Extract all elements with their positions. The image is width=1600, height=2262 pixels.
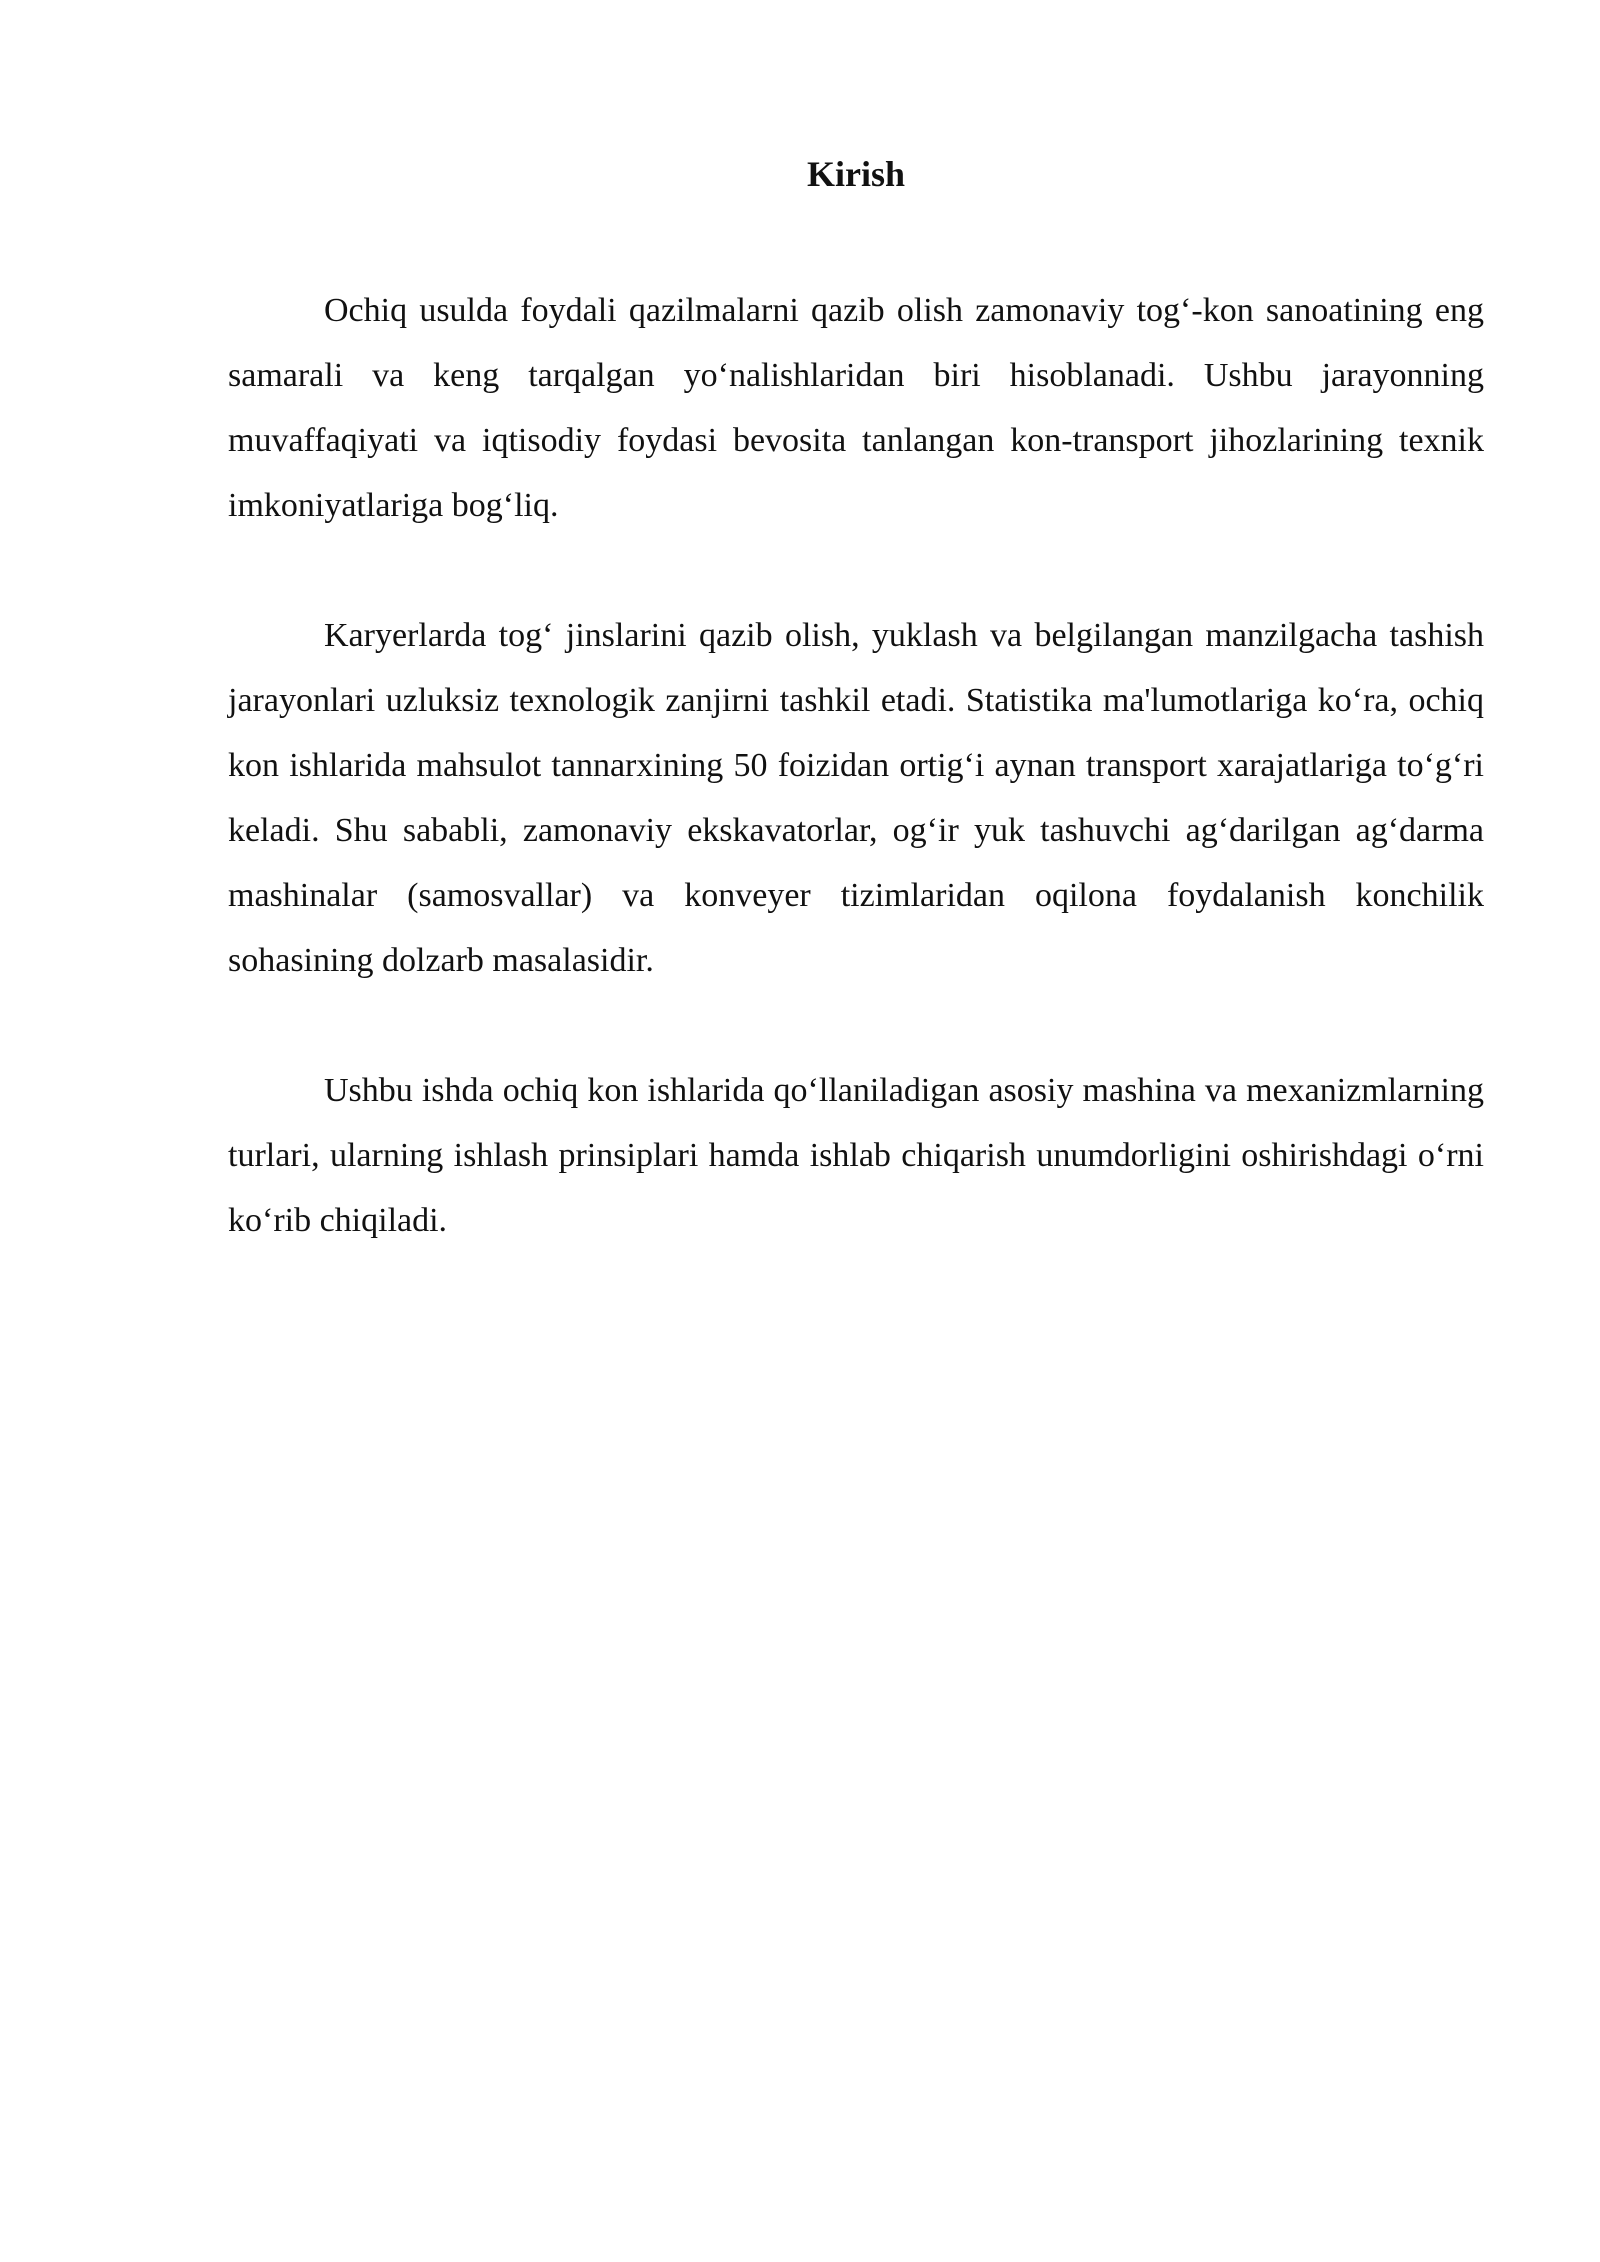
paragraph-3: Ushbu ishda ochiq kon ishlarida qo‘llaniladigan asosiy mashina va mexanizmlarning turlari, ularning ishlash prinsiplari hamda ishlab chiqarish unumdorligini oshirishdagi o‘rni ko‘rib chiqiladi. (228, 1072, 1484, 1239)
paragraph-2: Karyerlarda tog‘ jinslarini qazib olish, yuklash va belgilangan manzilgacha tashish jarayonlari uzluksiz texnologik zanjirni tashkil etadi. Statistika ma'lumotlariga ko‘ra, ochiq kon ishlarida mahsulot tannarxining 50 foizidan ortig‘i aynan transport xarajatlariga to‘g‘ri keladi. Shu sababli, zamonaviy ekskavatorlar, og‘ir yuk tashuvchi ag‘darilgan ag‘darma mashinalar (samosvallar) va konveyer tizimlaridan oqilona foydalanish konchilik sohasining dolzarb masalasidir. (228, 617, 1484, 979)
section-title: Kirish (806, 154, 905, 194)
document-body (228, 148, 1484, 1318)
paragraph-1: Ochiq usulda foydali qazilmalarni qazib olish zamonaviy tog‘-kon sanoatining eng samarali va keng tarqalgan yo‘nalishlaridan biri hisoblanadi. Ushbu jarayonning muvaffaqiyati va iqtisodiy foydasi bevosita tanlangan kon-transport jihozlarining texnik imkoniyatlariga bog‘liq. (228, 292, 1484, 524)
